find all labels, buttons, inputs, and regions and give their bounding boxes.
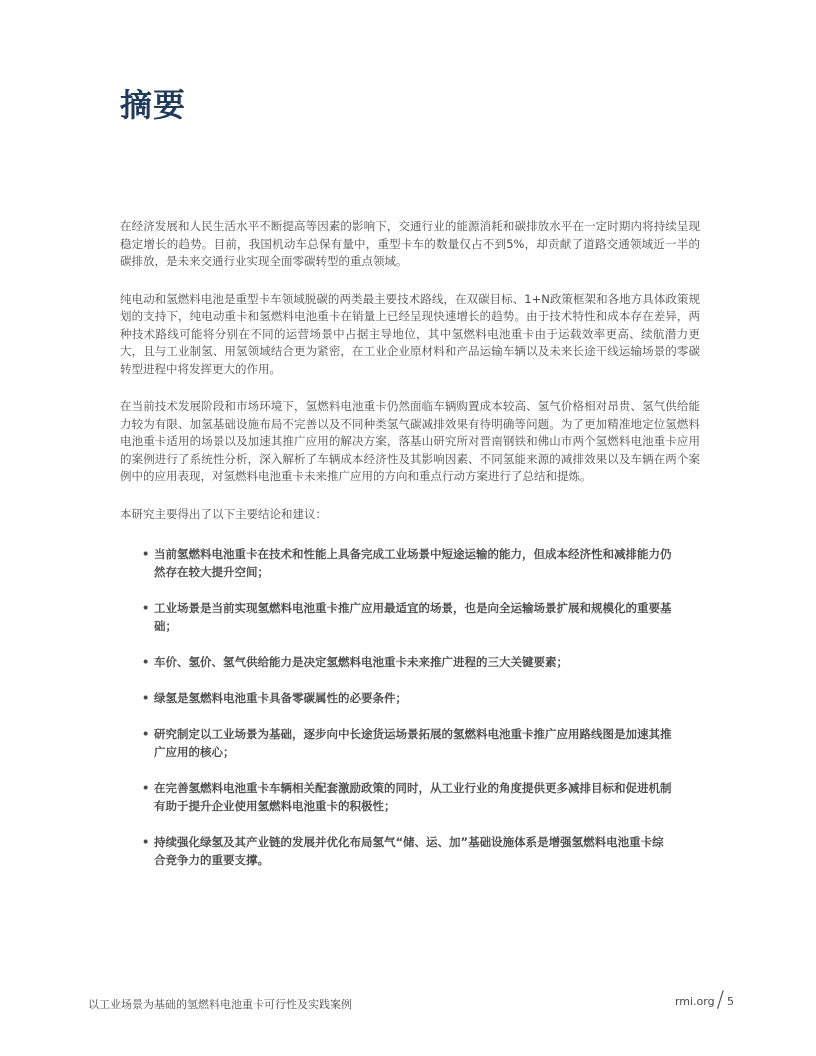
footer-page-info: [675, 990, 734, 1012]
list-item: • 研究制定以工业场景为基础，逐步向中长途货运场景拓展的氢燃料电池重卡推广应用路线图是加速其推广应用的核心；: [144, 725, 674, 761]
footer-site-link[interactable]: rmi.org: [674, 994, 715, 1008]
conclusions-list: [120, 545, 700, 869]
main-content: [120, 218, 700, 887]
list-item: • 持续强化绿氢及其产业链的发展并优化布局氢气“储、运、加”基础设施体系是增强氢燃料电池重卡综合竞争力的重要支撑。: [144, 833, 674, 869]
footer-report-title: 以工业场景为基础的氢燃料电池重卡可行性及实践案例: [88, 998, 352, 1011]
list-item: • 绿氢是氢燃料电池重卡具备零碳属性的必要条件；: [144, 689, 674, 707]
paragraph-2: 纯电动和氢燃料电池是重型卡车领域脱碳的两类最主要技术路线，在双碳目标、1+N政策框架和各地方具体政策规划的支持下，纯电动重卡和氢燃料电池重卡在销量上已经呈现快速增长的趋势。由于技术特性和成本存在差异，两种技术路线可能将分别在不同的运营场景中占据主导地位，其中氢燃料电池重卡由于运载效率更高、续航潜力更大，且与工业制氢、用氢领域结合更为紧密，在工业企业原材料和产品运输车辆以及未来长途干线运输场景的零碳转型进程中将发挥更大的作用。: [120, 291, 700, 376]
list-item: • 车价、氢价、氢气供给能力是决定氢燃料电池重卡未来推广进程的三大关键要素；: [144, 653, 674, 671]
paragraph-1: 在经济发展和人民生活水平不断提高等因素的影响下，交通行业的能源消耗和碳排放水平在一定时期内将持续呈现稳定增长的趋势。目前，我国机动车总保有量中，重型卡车的数量仅占不到5%，却贡献了道路交通领域近一半的碳排放，是未来交通行业实现全面零碳转型的重点领域。: [120, 219, 700, 268]
page-title: 摘要: [120, 86, 187, 124]
slash-divider-icon: /: [716, 988, 724, 1013]
list-item: • 当前氢燃料电池重卡在技术和性能上具备完成工业场景中短途运输的能力，但成本经济性和减排能力仍然存在较大提升空间；: [144, 545, 674, 581]
paragraph-3: 在当前技术发展阶段和市场环境下，氢燃料电池重卡仍然面临车辆购置成本较高、氢气价格相对昂贵、氢气供给能力较为有限、加氢基础设施布局不完善以及不同种类氢气碳减排效果有待明确等问题。为了更加精准地定位氢燃料电池重卡适用的场景以及加速其推广应用的解决方案，落基山研究所对晋南钢铁和佛山市两个氢燃料电池重卡应用的案例进行了系统性分析，深入解析了车辆成本经济性及其影响因素、不同氢能来源的减排效果以及车辆在两个案例中的应用表现，对氢燃料电池重卡未来推广应用的方向和重点行动方案进行了总结和提炼。: [120, 399, 700, 483]
page-number: 5: [727, 994, 734, 1008]
list-item: • 工业场景是当前实现氢燃料电池重卡推广应用最适宜的场景，也是向全运输场景扩展和规模化的重要基础；: [144, 599, 674, 635]
list-item: • 在完善氢燃料电池重卡车辆相关配套激励政策的同时，从工业行业的角度提供更多减排目标和促进机制有助于提升企业使用氢燃料电池重卡的积极性；: [144, 779, 674, 815]
conclusions-intro: 本研究主要得出了以下主要结论和建议：: [120, 506, 327, 521]
